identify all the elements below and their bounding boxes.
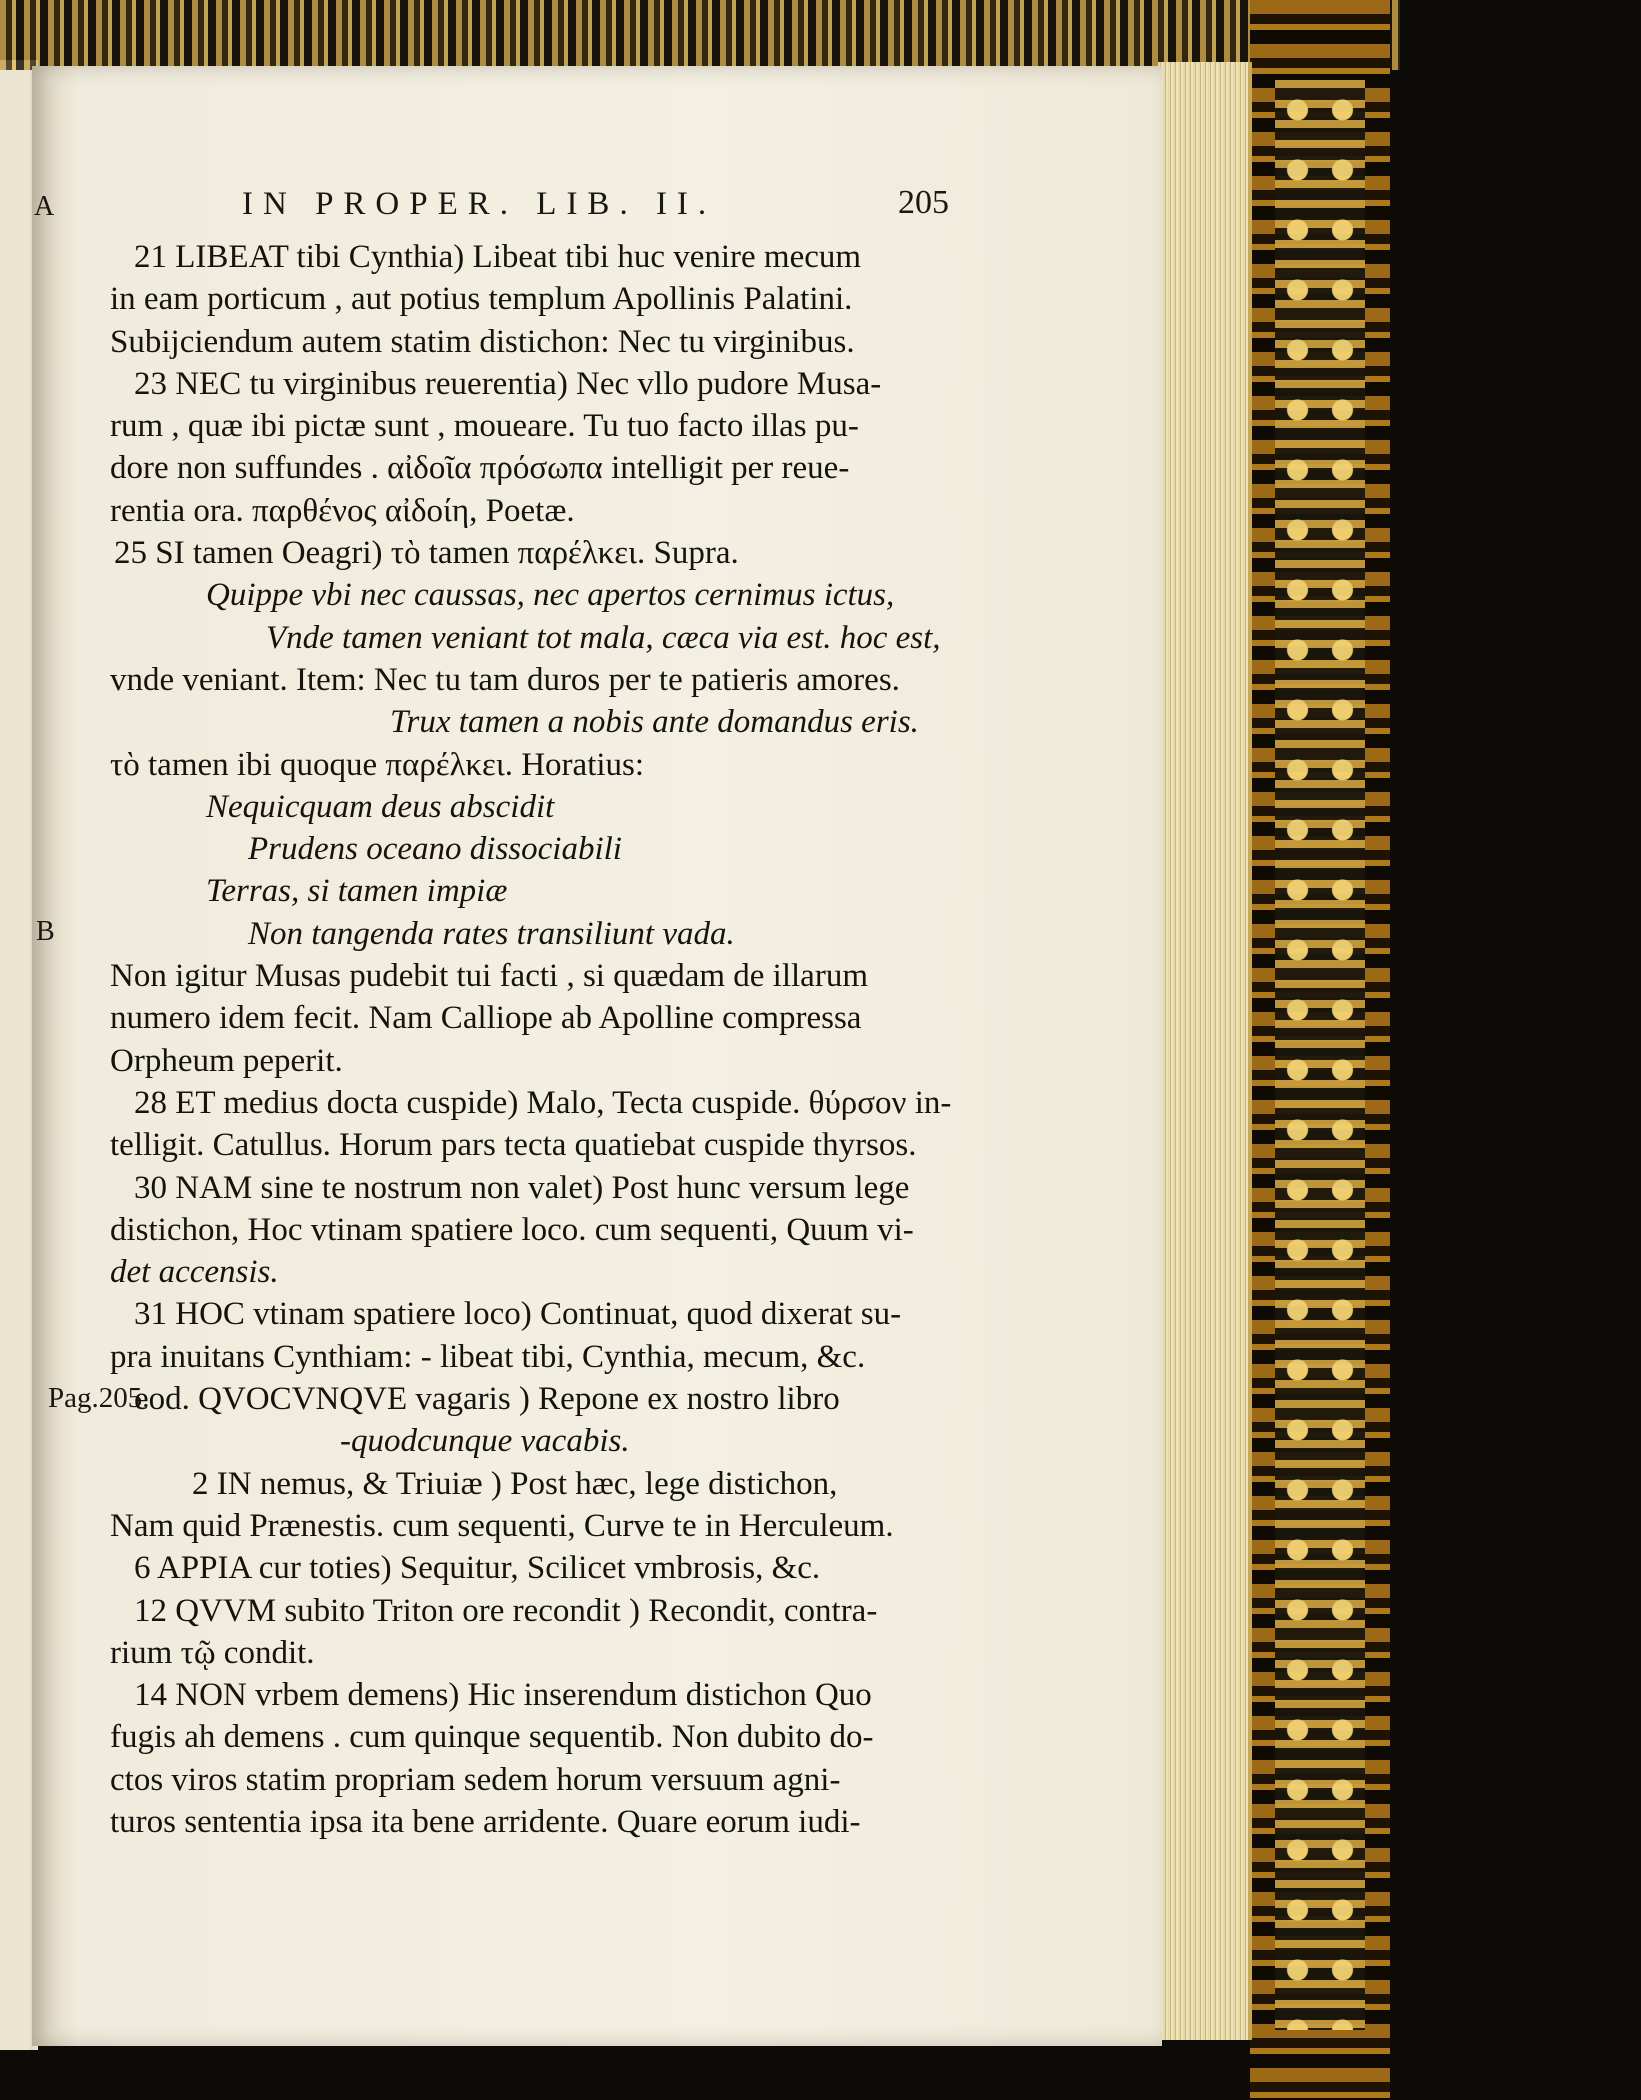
page-number: 205: [898, 184, 949, 221]
text-line: pra inuitans Cynthiam: - libeat tibi, Cynthia, mecum, &c.: [110, 1338, 866, 1375]
text-line: Prudens oceano dissociabili: [248, 831, 622, 868]
gilt-top-border: [0, 0, 1400, 70]
text-line: Vnde tamen veniant tot mala, cæca via est. hoc est,: [266, 619, 941, 656]
text-line: Nam quid Prænestis. cum sequenti, Curve te in Herculeum.: [110, 1507, 894, 1544]
commentary-text: [110, 236, 952, 1843]
text-line: 14 NON vrbem demens) Hic inserendum distichon Quo: [134, 1677, 872, 1714]
text-line: 23 NEC tu virginibus reuerentia) Nec vllo pudore Musa-: [134, 365, 882, 402]
text-line: Non igitur Musas pudebit tui facti , si quædam de illarum: [110, 958, 868, 995]
text-line: Terras, si tamen impiæ: [206, 873, 508, 910]
text-line: 31 HOC vtinam spatiere loco) Continuat, quod dixerat su-: [134, 1296, 902, 1333]
text-line: Quippe vbi nec caussas, nec apertos cernimus ictus,: [206, 577, 895, 614]
left-page-strip: [0, 60, 30, 2050]
text-line: 21 LIBEAT tibi Cynthia) Libeat tibi huc venire mecum: [134, 239, 862, 275]
text-line: numero idem fecit. Nam Calliope ab Apolline compressa: [110, 1000, 862, 1037]
margin-letter-a: A: [34, 191, 55, 222]
text-line: Subijciendum autem statim distichon: Nec tu virginibus.: [110, 323, 855, 360]
text-line: Non tangenda rates transiliunt vada.: [248, 915, 735, 952]
text-line: 2 IN nemus, & Triuiæ ) Post hæc, lege distichon,: [192, 1465, 838, 1502]
text-line: rum , quæ ibi pictæ sunt , moueare. Tu tuo facto illas pu-: [110, 408, 859, 445]
text-line: turos sententia ipsa ita bene arridente. Quare eorum iudi-: [110, 1803, 861, 1840]
text-line: Orpheum peperit.: [110, 1042, 343, 1079]
text-line: 12 QVVM subito Triton ore recondit ) Recondit, contra-: [134, 1592, 878, 1629]
text-line: 28 ET medius docta cuspide) Malo, Tecta cuspide. θύρσον in-: [134, 1084, 952, 1121]
book-page: [32, 66, 1162, 2046]
gilt-ornament-pattern: [1275, 80, 1365, 2030]
text-line: 30 NAM sine te nostrum non valet) Post hunc versum lege: [134, 1169, 910, 1206]
text-line: 25 SI tamen Oeagri) τὸ tamen παρέλκει. Supra.: [114, 535, 739, 572]
text-line: eod. QVOCVNQVE vagaris ) Repone ex nostro libro: [134, 1381, 840, 1418]
text-line: rentia ora. παρθένος αἰδοίη, Poetæ.: [110, 492, 575, 529]
text-line: Trux tamen a nobis ante domandus eris.: [390, 704, 919, 741]
margin-page-ref: Pag.205.: [48, 1382, 150, 1414]
text-line: rium τῷ condit.: [110, 1634, 315, 1671]
text-line: -quodcunque vacabis.: [340, 1423, 630, 1460]
text-line: fugis ah demens . cum quinque sequentib. Non dubito do-: [110, 1719, 874, 1756]
running-head: IN PROPER. LIB. II.: [242, 186, 717, 222]
text-line: 6 APPIA cur toties) Sequitur, Scilicet vmbrosis, &c.: [134, 1550, 821, 1587]
text-line: det accensis.: [110, 1254, 279, 1291]
text-line: in eam porticum , aut potius templum Apollinis Palatini.: [110, 281, 853, 318]
text-line: distichon, Hoc vtinam spatiere loco. cum sequenti, Quum vi-: [110, 1211, 914, 1248]
text-line: dore non suffundes . αἰδοῖα πρόσωπα intelligit per reue-: [110, 450, 850, 487]
text-line: τὸ tamen ibi quoque παρέλκει. Horatius:: [110, 746, 645, 783]
text-line: telligit. Catullus. Horum pars tecta quatiebat cuspide thyrsos.: [110, 1127, 917, 1164]
page-fore-edge: [1158, 62, 1252, 2040]
text-line: ctos viros statim propriam sedem horum versuum agni-: [110, 1761, 841, 1798]
text-line: vnde veniant. Item: Nec tu tam duros per te patieris amores.: [110, 661, 900, 698]
text-line: Nequicquam deus abscidit: [206, 788, 555, 825]
margin-letter-b: B: [36, 916, 55, 947]
